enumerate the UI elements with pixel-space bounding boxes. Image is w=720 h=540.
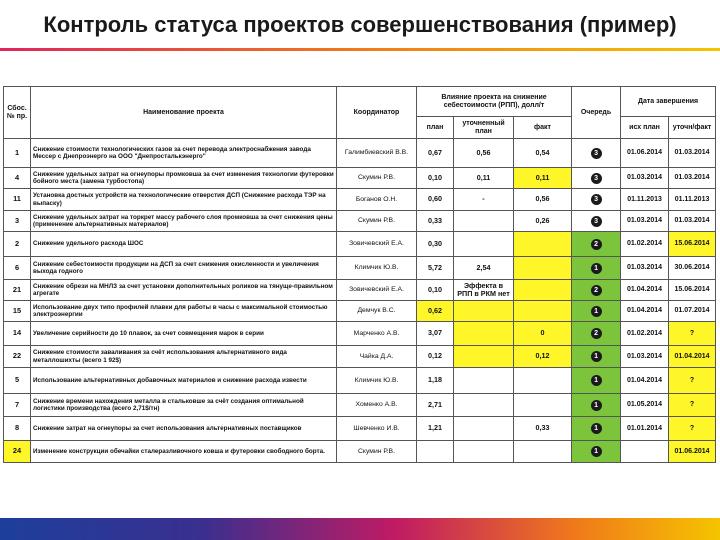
impact-refined-plan <box>454 441 514 463</box>
table-row <box>4 394 716 417</box>
impact-fact <box>514 301 572 322</box>
impact-refined-plan <box>454 322 514 346</box>
queue-indicator: 1 <box>591 306 602 317</box>
project-number: 14 <box>4 322 31 346</box>
header-plan: план <box>417 117 454 139</box>
impact-plan: 0,10 <box>417 168 454 189</box>
impact-fact <box>514 257 572 280</box>
page-title: Контроль статуса проектов совершенствования (пример) <box>43 12 677 37</box>
coordinator: Климчик Ю.В. <box>337 368 417 394</box>
queue-cell <box>572 322 621 346</box>
impact-refined-plan: - <box>454 189 514 211</box>
table-row <box>4 322 716 346</box>
impact-refined-plan <box>454 394 514 417</box>
project-name: Снижение времени нахождения металла в стальковше за счёт создания оптимальной логистики производства (всего 2,71$/тн) <box>31 394 337 417</box>
queue-cell <box>572 301 621 322</box>
impact-fact: 0 <box>514 322 572 346</box>
project-name: Снижение себестоимости продукции на ДСП за счет снижения окисленности и увеличения выхода годного <box>31 257 337 280</box>
date-plan: 01.03.2014 <box>621 346 669 368</box>
header-impact: Влияние проекта на снижение себестоимости (РПП), долл/т <box>417 87 572 117</box>
impact-plan: 1,18 <box>417 368 454 394</box>
date-plan: 01.01.2014 <box>621 417 669 441</box>
header-coordinator: Координатор <box>337 87 417 139</box>
impact-refined-plan: 2,54 <box>454 257 514 280</box>
table-row <box>4 232 716 257</box>
date-plan: 01.11.2013 <box>621 189 669 211</box>
impact-plan: 1,21 <box>417 417 454 441</box>
impact-plan: 0,30 <box>417 232 454 257</box>
impact-plan: 5,72 <box>417 257 454 280</box>
table-row <box>4 441 716 463</box>
table-row <box>4 168 716 189</box>
date-plan: 01.02.2014 <box>621 232 669 257</box>
date-plan <box>621 441 669 463</box>
queue-indicator: 3 <box>591 194 602 205</box>
queue-indicator: 1 <box>591 375 602 386</box>
header-date-refined: уточн/факт <box>669 117 716 139</box>
queue-cell <box>572 368 621 394</box>
date-plan: 01.04.2014 <box>621 280 669 301</box>
project-number: 5 <box>4 368 31 394</box>
queue-cell <box>572 280 621 301</box>
header-name: Наименование проекта <box>31 87 337 139</box>
coordinator: Зовичевский Е.А. <box>337 280 417 301</box>
date-fact: ? <box>669 322 716 346</box>
impact-refined-plan: Эффекта в РПП в РКМ нет <box>454 280 514 301</box>
project-name: Снижение удельных затрат на огнеупоры промковша за счет изменения технологии футеровки бойного места (замена турбостопа) <box>31 168 337 189</box>
impact-plan: 0,62 <box>417 301 454 322</box>
table-row <box>4 368 716 394</box>
impact-plan <box>417 441 454 463</box>
impact-fact <box>514 368 572 394</box>
queue-cell <box>572 346 621 368</box>
impact-plan: 0,67 <box>417 139 454 168</box>
project-name: Снижение затрат на огнеупоры за счет использования альтернативных поставщиков <box>31 417 337 441</box>
project-number: 7 <box>4 394 31 417</box>
project-number: 4 <box>4 168 31 189</box>
table-row <box>4 211 716 232</box>
project-number: 24 <box>4 441 31 463</box>
project-number: 22 <box>4 346 31 368</box>
coordinator: Шевченко И.В. <box>337 417 417 441</box>
impact-plan: 0,10 <box>417 280 454 301</box>
project-name: Снижение стоимости технологических газов за счет перевода электроснабжения завода Мессер с Днепроэнерго на ООО "Днепросталькэнерго" <box>31 139 337 168</box>
date-fact: 15.06.2014 <box>669 232 716 257</box>
impact-fact: 0,33 <box>514 417 572 441</box>
project-name: Снижение стоимости заваливания за счёт использования альтернативного вида металлошихты (всего 1 92$) <box>31 346 337 368</box>
impact-refined-plan <box>454 346 514 368</box>
coordinator: Боганов О.Н. <box>337 189 417 211</box>
date-plan: 01.03.2014 <box>621 211 669 232</box>
queue-cell <box>572 168 621 189</box>
queue-indicator: 1 <box>591 263 602 274</box>
coordinator: Скумин Р.В. <box>337 441 417 463</box>
table-row <box>4 346 716 368</box>
impact-fact <box>514 441 572 463</box>
table-row <box>4 280 716 301</box>
project-number: 6 <box>4 257 31 280</box>
impact-refined-plan <box>454 417 514 441</box>
table-body <box>4 139 716 463</box>
header-dates: Дата завершения <box>621 87 716 117</box>
date-fact: ? <box>669 417 716 441</box>
coordinator: Демчук В.С. <box>337 301 417 322</box>
date-plan: 01.06.2014 <box>621 139 669 168</box>
date-fact: 15.06.2014 <box>669 280 716 301</box>
table-row <box>4 301 716 322</box>
project-number: 21 <box>4 280 31 301</box>
coordinator: Хоменко А.В. <box>337 394 417 417</box>
date-fact: ? <box>669 394 716 417</box>
queue-cell <box>572 189 621 211</box>
project-status-table <box>3 86 716 463</box>
impact-refined-plan <box>454 301 514 322</box>
project-number: 1 <box>4 139 31 168</box>
date-plan: 01.04.2014 <box>621 301 669 322</box>
coordinator: Зовичевский Е.А. <box>337 232 417 257</box>
queue-cell <box>572 139 621 168</box>
impact-fact: 0,54 <box>514 139 572 168</box>
project-name: Использование альтернативных добавочных материалов и снижение расхода извести <box>31 368 337 394</box>
project-number: 15 <box>4 301 31 322</box>
queue-indicator: 1 <box>591 423 602 434</box>
impact-refined-plan: 0,11 <box>454 168 514 189</box>
date-fact: 01.06.2014 <box>669 441 716 463</box>
footer-gradient-bar <box>0 518 720 540</box>
queue-indicator: 2 <box>591 328 602 339</box>
project-name: Снижение обрези на МНЛЗ за счет установки дополнительных роликов на тянуще-правильном агрегате <box>31 280 337 301</box>
impact-refined-plan <box>454 368 514 394</box>
impact-plan: 2,71 <box>417 394 454 417</box>
queue-indicator: 2 <box>591 239 602 250</box>
project-name: Увеличение серийности до 10 плавок, за счет совмещения марок в серии <box>31 322 337 346</box>
coordinator: Скумин Р.В. <box>337 211 417 232</box>
project-number: 2 <box>4 232 31 257</box>
queue-cell <box>572 211 621 232</box>
impact-fact: 0,12 <box>514 346 572 368</box>
impact-plan: 0,33 <box>417 211 454 232</box>
header-date-plan: исх план <box>621 117 669 139</box>
impact-fact <box>514 280 572 301</box>
queue-cell <box>572 441 621 463</box>
date-fact: 01.04.2014 <box>669 346 716 368</box>
impact-fact <box>514 232 572 257</box>
coordinator: Марченко А.В. <box>337 322 417 346</box>
coordinator: Чайка Д.А. <box>337 346 417 368</box>
impact-fact: 0,26 <box>514 211 572 232</box>
coordinator: Климчик Ю.В. <box>337 257 417 280</box>
header-fact: факт <box>514 117 572 139</box>
queue-indicator: 3 <box>591 173 602 184</box>
impact-refined-plan: 0,56 <box>454 139 514 168</box>
queue-cell <box>572 417 621 441</box>
header-refined-plan: уточненный план <box>454 117 514 139</box>
project-name: Снижение удельных затрат на торкрет массу рабочего слоя промковша за счет снижения цены (применение альтернативных материалов) <box>31 211 337 232</box>
date-fact: 01.07.2014 <box>669 301 716 322</box>
queue-indicator: 1 <box>591 400 602 411</box>
project-name: Установка достных устройств на технологические отверстия ДСП (Снижение расхода ТЭР на выпаску) <box>31 189 337 211</box>
date-fact: ? <box>669 368 716 394</box>
queue-indicator: 3 <box>591 148 602 159</box>
date-plan: 01.04.2014 <box>621 368 669 394</box>
queue-indicator: 1 <box>591 351 602 362</box>
impact-fact <box>514 394 572 417</box>
project-name: Изменение конструкции обечайки сталеразливочного ковша и футеровки свободного борта. <box>31 441 337 463</box>
queue-indicator: 1 <box>591 446 602 457</box>
date-fact: 01.03.2014 <box>669 139 716 168</box>
queue-cell <box>572 257 621 280</box>
date-fact: 30.06.2014 <box>669 257 716 280</box>
impact-fact: 0,56 <box>514 189 572 211</box>
title-rule <box>0 48 720 51</box>
date-fact: 01.11.2013 <box>669 189 716 211</box>
project-number: 11 <box>4 189 31 211</box>
date-plan: 01.03.2014 <box>621 168 669 189</box>
impact-plan: 0,60 <box>417 189 454 211</box>
impact-fact: 0,11 <box>514 168 572 189</box>
impact-plan: 3,07 <box>417 322 454 346</box>
impact-plan: 0,12 <box>417 346 454 368</box>
queue-cell <box>572 232 621 257</box>
project-name: Снижение удельного расхода ШОС <box>31 232 337 257</box>
queue-indicator: 3 <box>591 216 602 227</box>
queue-indicator: 2 <box>591 285 602 296</box>
date-fact: 01.03.2014 <box>669 211 716 232</box>
project-number: 3 <box>4 211 31 232</box>
table-row <box>4 189 716 211</box>
impact-refined-plan <box>454 211 514 232</box>
impact-refined-plan <box>454 232 514 257</box>
coordinator: Скумин Р.В. <box>337 168 417 189</box>
coordinator: Галимбиевский В.В. <box>337 139 417 168</box>
table-row <box>4 257 716 280</box>
date-plan: 01.02.2014 <box>621 322 669 346</box>
project-name: Использование двух типо профилей плавки для работы в часы с максимальной стоимостью электроэнергии <box>31 301 337 322</box>
date-plan: 01.05.2014 <box>621 394 669 417</box>
table-row <box>4 417 716 441</box>
header-queue: Очередь <box>572 87 621 139</box>
header-num: Сбос. № пр. <box>4 87 31 139</box>
date-fact: 01.03.2014 <box>669 168 716 189</box>
table-row <box>4 139 716 168</box>
date-plan: 01.03.2014 <box>621 257 669 280</box>
project-number: 8 <box>4 417 31 441</box>
queue-cell <box>572 394 621 417</box>
